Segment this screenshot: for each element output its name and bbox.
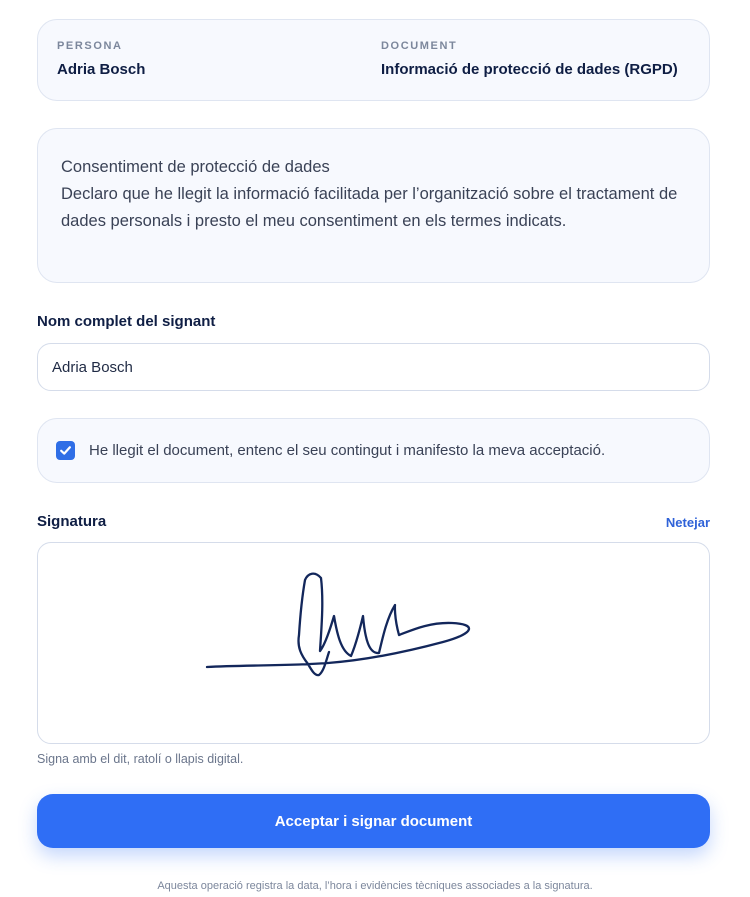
clear-signature-button[interactable]: Netejar [665, 515, 710, 530]
signature-stroke [38, 543, 710, 744]
document-label: DOCUMENT [381, 40, 458, 52]
acceptance-checkbox[interactable] [56, 441, 75, 460]
person-label: PERSONA [57, 40, 123, 52]
document-info [381, 40, 678, 78]
signature-pad[interactable] [37, 542, 710, 744]
legal-footnote: Aquesta operació registra la data, l’hora i evidències tècniques associades a la signatura. [157, 880, 593, 892]
accept-and-sign-button[interactable]: Acceptar i signar document [37, 794, 710, 848]
consent-body: Declaro que he llegit la informació facilitada per l’organització sobre el tractament de dades personals i presto el meu consentiment en els termes indicats. [61, 185, 678, 230]
person-name: Adria Bosch [57, 61, 146, 78]
signer-name-label: Nom complet del signant [37, 313, 216, 330]
check-icon [59, 444, 72, 457]
signer-name-input[interactable] [37, 343, 710, 391]
acceptance-card[interactable] [37, 418, 710, 483]
consent-title: Consentiment de protecció de dades [61, 158, 330, 176]
consent-text-card [37, 128, 710, 283]
signature-hint: Signa amb el dit, ratolí o llapis digital. [37, 752, 244, 766]
document-summary-card [37, 19, 710, 101]
document-name: Informació de protecció de dades (RGPD) [381, 61, 678, 78]
acceptance-label: He llegit el document, entenc el seu contingut i manifesto la meva acceptació. [89, 442, 606, 459]
person-info [57, 40, 145, 78]
signature-label: Signatura [37, 513, 107, 530]
